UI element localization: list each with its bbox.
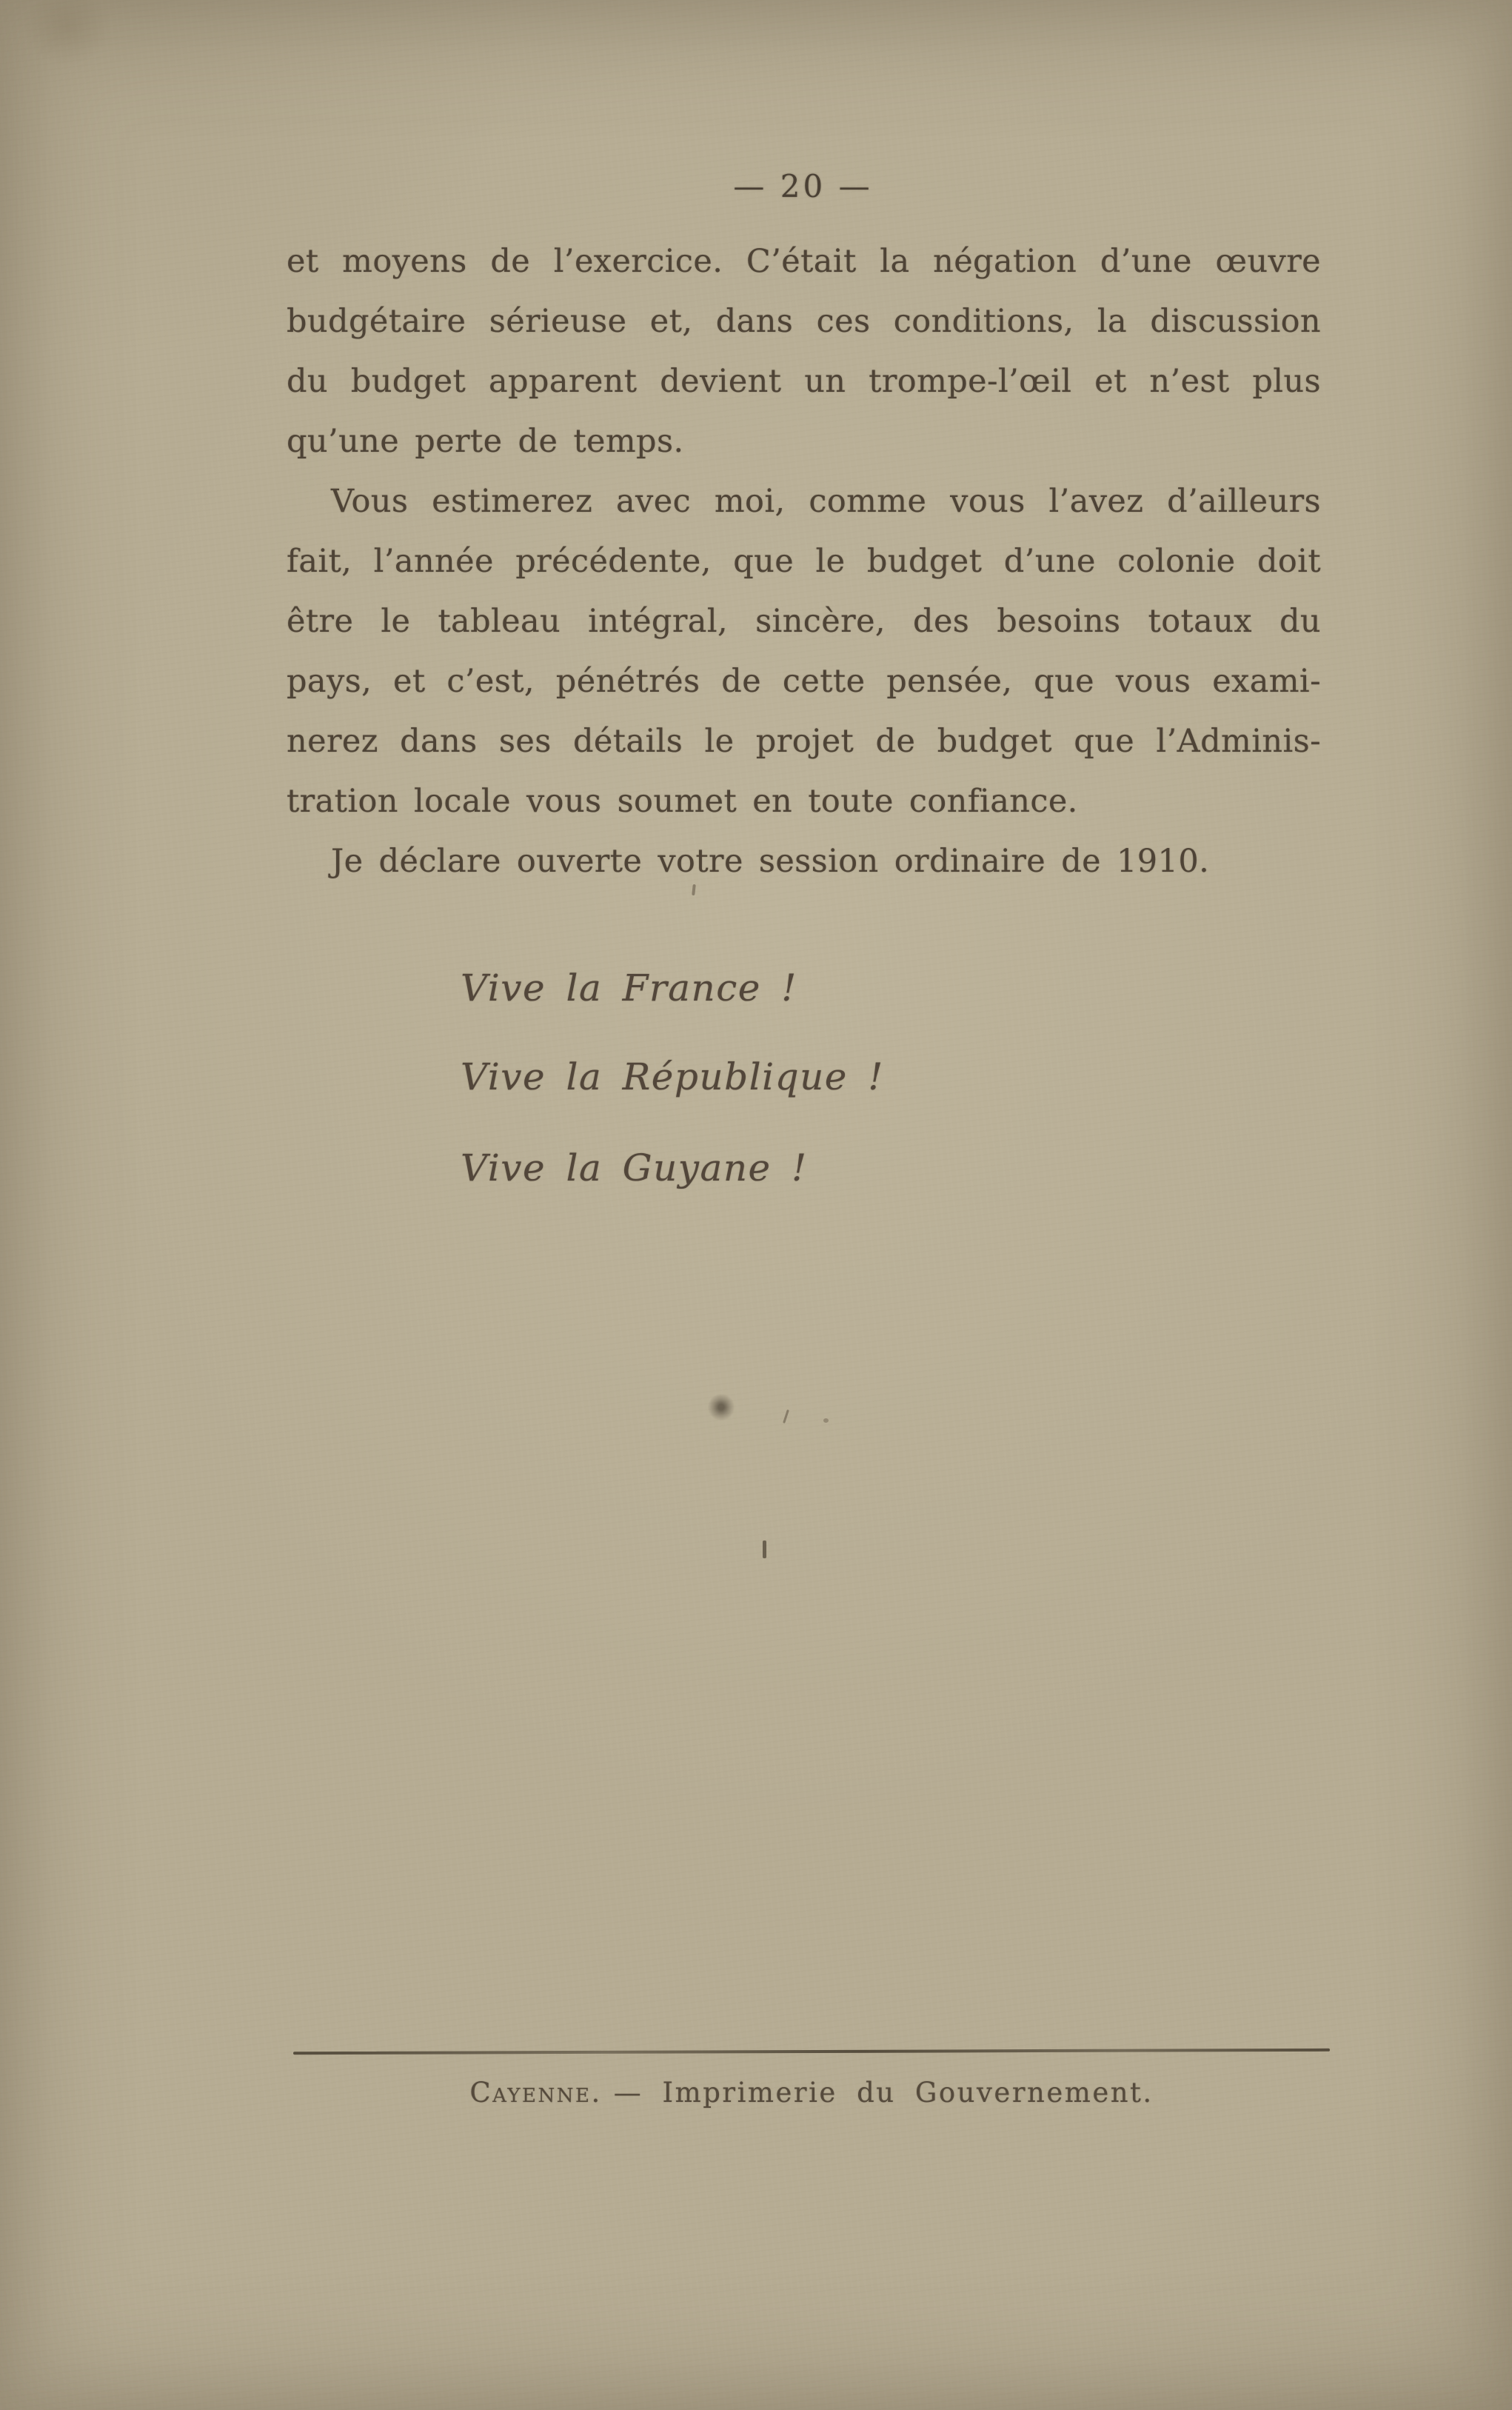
text-line: être le tableau intégral, sincère, des besoins totaux du (287, 603, 1321, 640)
paragraph-3 (287, 832, 1321, 892)
imprint-line (293, 2076, 1330, 2110)
text-line: pays, et c’est, pénétrés de cette pensée, que vous exami- (287, 663, 1321, 700)
page-number: — 20 — (733, 168, 873, 204)
text-line: du budget apparent devient un trompe-l’œil et n’est plus (287, 363, 1321, 400)
text-line: qu’une perte de temps. (287, 423, 684, 460)
ink-speck (783, 1409, 789, 1423)
paper-stain (22, 0, 111, 67)
exclamation-vive-la-france: Vive la France ! (461, 967, 797, 1009)
exclamation-vive-la-guyane: Vive la Guyane ! (461, 1146, 808, 1189)
paragraph-2 (287, 472, 1321, 832)
text-line: Vous estimerez avec moi, comme vous l’avez d’ailleurs (331, 483, 1321, 520)
text-line: fait, l’année précédente, que le budget d’une colonie doit (287, 543, 1321, 580)
ink-speck (763, 1541, 766, 1558)
footer-divider-rule (293, 2049, 1330, 2054)
paragraph-1 (287, 232, 1321, 472)
imprint-place: Cayenne. (469, 2077, 602, 2109)
exclamation-vive-la-republique: Vive la République ! (461, 1055, 884, 1098)
ink-speck (708, 1394, 735, 1421)
text-line: Je déclare ouverte votre session ordinaire de 1910. (331, 843, 1210, 880)
ink-speck (692, 884, 696, 895)
text-line: nerez dans ses détails le projet de budget que l’Adminis- (287, 723, 1321, 760)
text-line: et moyens de l’exercice. C’était la négation d’une œuvre (287, 243, 1321, 280)
ink-speck (823, 1418, 829, 1423)
body-text (287, 232, 1321, 892)
text-line: tration locale vous soumet en toute confiance. (287, 783, 1078, 820)
text-line: budgétaire sérieuse et, dans ces conditions, la discussion (287, 303, 1321, 340)
imprint-text: — Imprimerie du Gouvernement. (613, 2077, 1154, 2109)
